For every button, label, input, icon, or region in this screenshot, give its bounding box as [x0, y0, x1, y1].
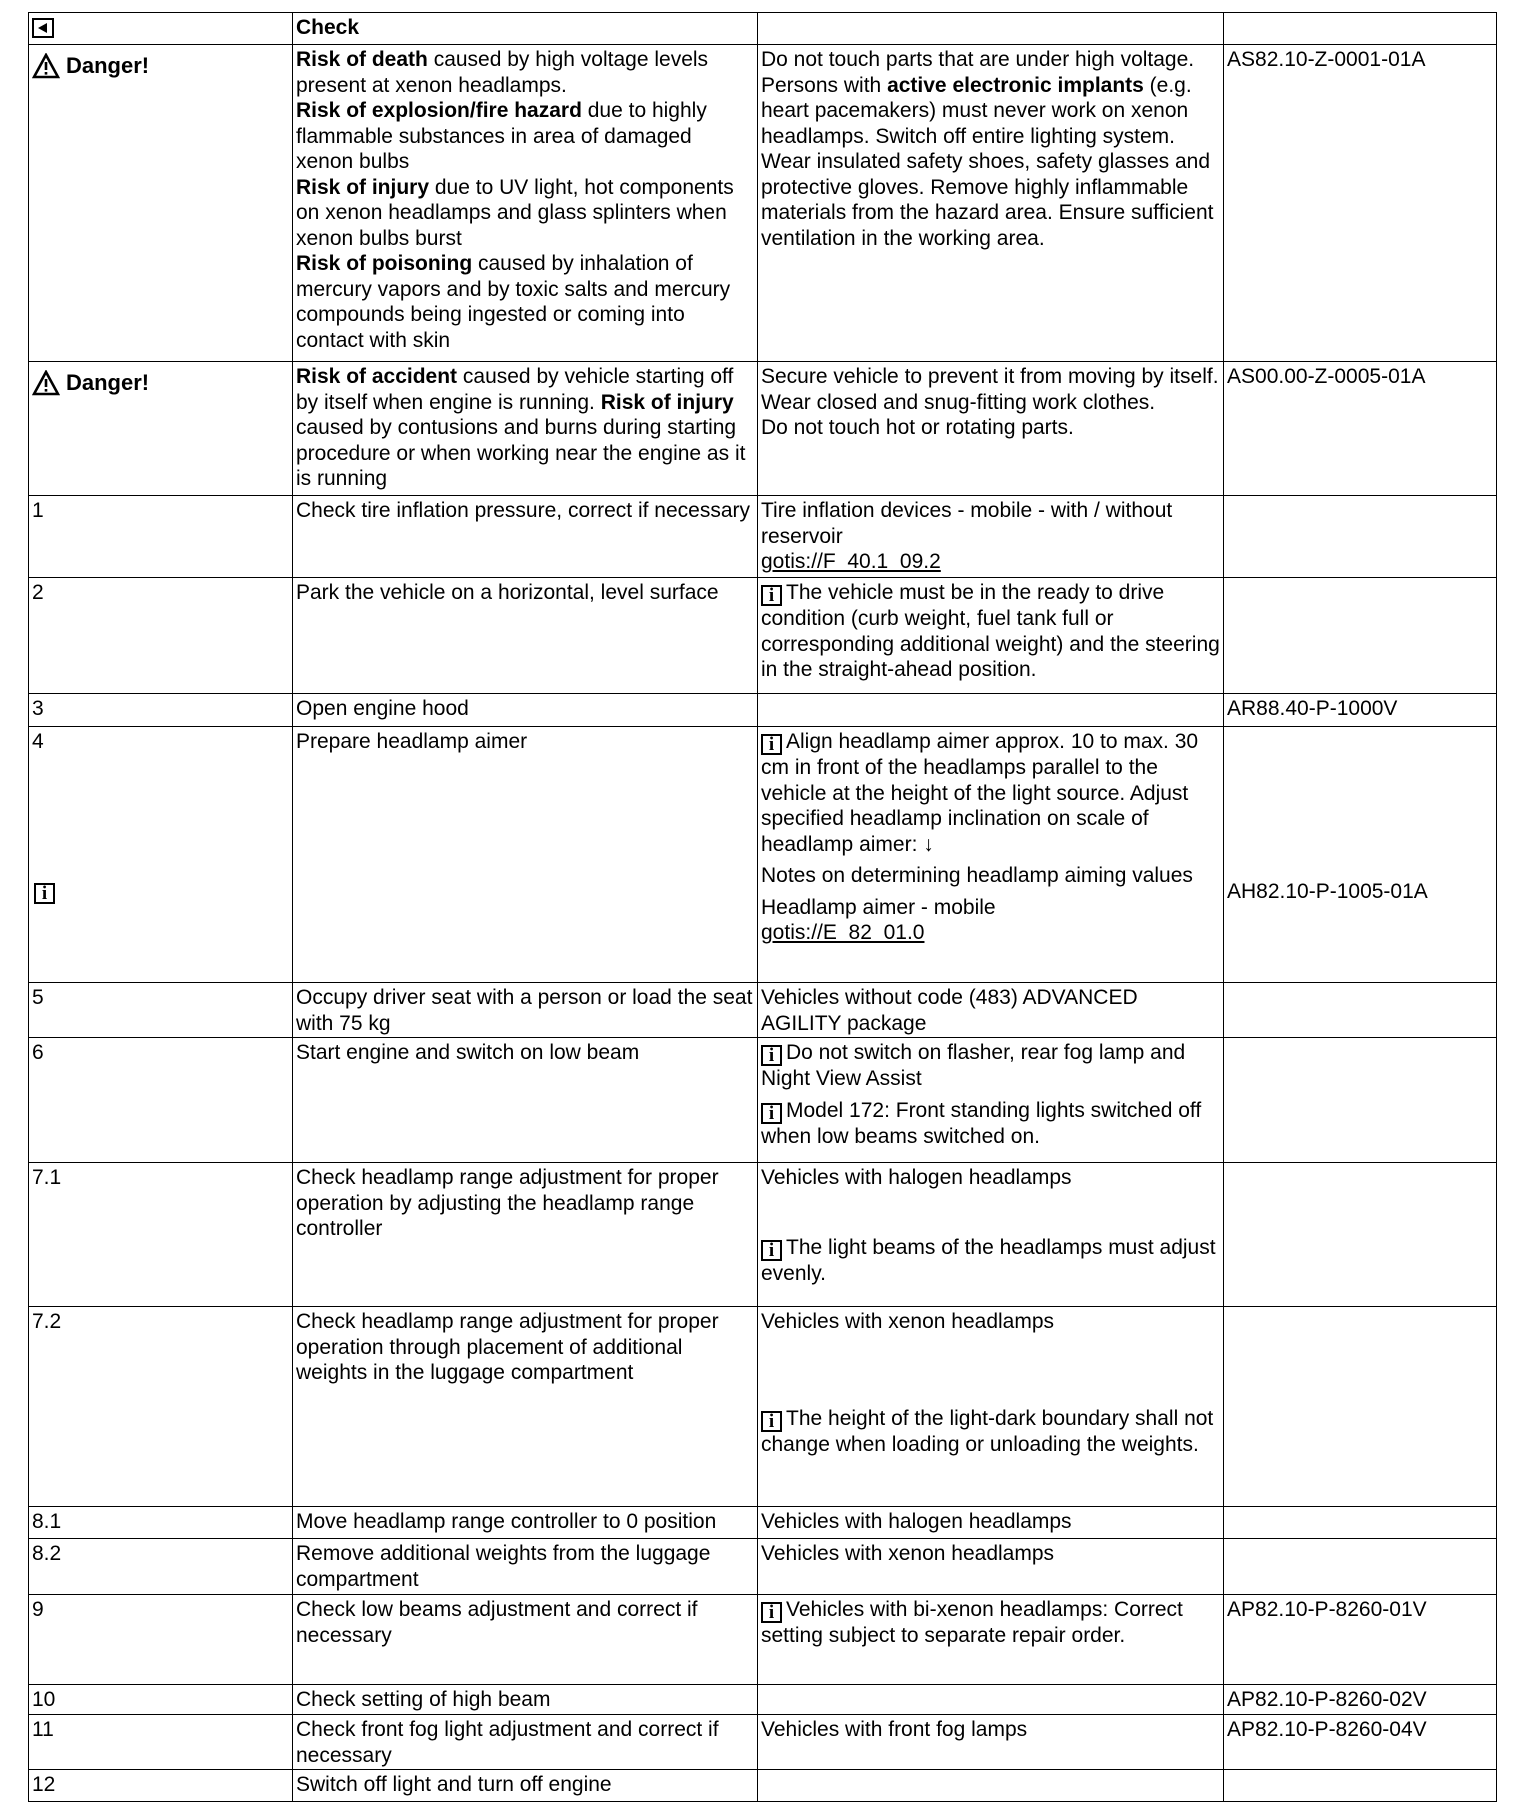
danger1-ref[interactable]: AS82.10-Z-0001-01A — [1224, 45, 1497, 362]
table-cell: Vehicles with halogen headlamps i The light beams of the headlamps must adjust evenly. — [758, 1163, 1224, 1307]
table-cell: Vehicles with xenon headlamps — [758, 1539, 1224, 1595]
table-cell: Vehicles with halogen headlamps — [758, 1507, 1224, 1539]
info-icon: i — [34, 883, 55, 904]
table-cell: Open engine hood — [293, 694, 758, 727]
table-cell: Check low beams adjustment and correct if necessary — [293, 1595, 758, 1685]
table-cell: 6 — [29, 1038, 293, 1163]
danger-label: Danger! — [66, 370, 150, 396]
table-cell: Switch off light and turn off engine — [293, 1770, 758, 1802]
table-cell: AH82.10-P-1005-01A — [1224, 727, 1497, 983]
table-cell: Remove additional weights from the luggage compartment — [293, 1539, 758, 1595]
table-cell: Check front fog light adjustment and correct if necessary — [293, 1715, 758, 1770]
table-cell — [1224, 1163, 1497, 1307]
table-cell: Check headlamp range adjustment for proper operation through placement of additional weights in the luggage compartment — [293, 1307, 758, 1507]
table-cell: Check headlamp range adjustment for proper operation by adjusting the headlamp range controller — [293, 1163, 758, 1307]
table-cell: 12 — [29, 1770, 293, 1802]
step-row-1 — [29, 496, 1497, 578]
danger-label: Danger! — [66, 53, 150, 79]
warning-triangle-icon — [32, 53, 60, 79]
table-cell: Prepare headlamp aimer — [293, 727, 758, 983]
table-cell[interactable]: AP82.10-P-8260-02V — [1224, 1685, 1497, 1715]
warning-triangle-icon — [32, 370, 60, 396]
table-cell: 9 — [29, 1595, 293, 1685]
danger-row-2 — [29, 362, 1497, 496]
info-icon: i — [761, 1602, 782, 1623]
step-row-5 — [29, 983, 1497, 1038]
table-cell — [758, 1685, 1224, 1715]
table-cell — [29, 13, 293, 45]
danger2-risks: Risk of accident caused by vehicle starting off by itself when engine is running. Risk of injury caused by contusions and burns during starting procedure or when working near the engine as it is running — [293, 362, 758, 496]
table-cell: Check setting of high beam — [293, 1685, 758, 1715]
back-arrow-icon[interactable] — [32, 18, 54, 38]
danger1-actions: Do not touch parts that are under high voltage. Persons with active electronic implants (e.g. heart pacemakers) must never work on xenon headlamps. Switch off entire lighting system. Wear insulated safety shoes, safety glasses and protective gloves. Remove highly inflammable materials from the hazard area. Ensure sufficient ventilation in the working area. — [758, 45, 1224, 362]
table-cell — [293, 13, 758, 45]
table-cell — [29, 362, 293, 496]
gotis-link[interactable]: gotis://E_82_01.0 — [761, 921, 925, 944]
table-cell: 10 — [29, 1685, 293, 1715]
step-row-2 — [29, 578, 1497, 694]
table-cell[interactable]: AR88.40-P-1000V — [1224, 694, 1497, 727]
table-cell: i Align headlamp aimer approx. 10 to max. 30 cm in front of the headlamps parallel to the vehicle at the height of the light source. Adjust specified headlamp inclination on scale of headlamp aimer: ↓ Notes on determining headlamp aiming values Headlamp aimer - mobile gotis://E_82_01.0 — [758, 727, 1224, 983]
table-cell: Vehicles with front fog lamps — [758, 1715, 1224, 1770]
step-row-7-1 — [29, 1163, 1497, 1307]
table-cell: 1 — [29, 496, 293, 578]
table-cell: i Vehicles with bi-xenon headlamps: Correct setting subject to separate repair order. — [758, 1595, 1224, 1685]
table-cell: 4 i — [29, 727, 293, 983]
step-row-6 — [29, 1038, 1497, 1163]
danger1-risks: Risk of death caused by high voltage levels present at xenon headlamps. Risk of explosion/fire hazard due to highly flammable substances in area of damaged xenon bulbs Risk of injury due to UV light, hot components on xenon headlamps and glass splinters when xenon bulbs burst Risk of poisoning caused by inhalation of mercury vapors and by toxic salts and mercury compounds being ingested or coming into contact with skin — [293, 45, 758, 362]
danger2-ref[interactable]: AS00.00-Z-0005-01A — [1224, 362, 1497, 496]
table-cell — [1224, 1539, 1497, 1595]
work-instructions-table — [28, 12, 1497, 1802]
step-row-8-1 — [29, 1507, 1497, 1539]
table-cell: Move headlamp range controller to 0 position — [293, 1507, 758, 1539]
step-row-8-2 — [29, 1539, 1497, 1595]
step-row-12 — [29, 1770, 1497, 1802]
table-cell: Tire inflation devices - mobile - with / without reservoir gotis://F_40.1_09.2 — [758, 496, 1224, 578]
table-cell: Occupy driver seat with a person or load the seat with 75 kg — [293, 983, 758, 1038]
gotis-link[interactable]: gotis://F_40.1_09.2 — [761, 550, 941, 573]
info-icon: i — [761, 1045, 782, 1066]
step-row-7-2 — [29, 1307, 1497, 1507]
table-cell — [1224, 983, 1497, 1038]
table-cell — [29, 45, 293, 362]
table-cell: i The vehicle must be in the ready to drive condition (curb weight, fuel tank full or corresponding additional weight) and the steering in the straight-ahead position. — [758, 578, 1224, 694]
table-cell: Vehicles without code (483) ADVANCED AGILITY package — [758, 983, 1224, 1038]
table-cell[interactable]: AP82.10-P-8260-04V — [1224, 1715, 1497, 1770]
table-cell: Start engine and switch on low beam — [293, 1038, 758, 1163]
danger2-actions: Secure vehicle to prevent it from moving by itself. Wear closed and snug-fitting work clothes. Do not touch hot or rotating parts. — [758, 362, 1224, 496]
table-cell: 7.1 — [29, 1163, 293, 1307]
table-cell: 5 — [29, 983, 293, 1038]
table-cell — [1224, 1038, 1497, 1163]
step-row-11 — [29, 1715, 1497, 1770]
info-icon: i — [761, 1411, 782, 1432]
table-cell — [1224, 496, 1497, 578]
table-cell — [1224, 13, 1497, 45]
table-cell: 7.2 — [29, 1307, 293, 1507]
table-cell: 3 — [29, 694, 293, 727]
table-cell — [758, 694, 1224, 727]
info-icon: i — [761, 1103, 782, 1124]
info-icon: i — [761, 1240, 782, 1261]
table-cell: 2 — [29, 578, 293, 694]
table-cell: 11 — [29, 1715, 293, 1770]
step-row-9 — [29, 1595, 1497, 1685]
info-icon: i — [761, 734, 782, 755]
table-cell: i Do not switch on flasher, rear fog lamp and Night View Assist i Model 172: Front standing lights switched off when low beams switched on. — [758, 1038, 1224, 1163]
table-cell — [1224, 1307, 1497, 1507]
step-row-10 — [29, 1685, 1497, 1715]
table-cell — [1224, 578, 1497, 694]
step-row-3 — [29, 694, 1497, 727]
table-cell: Vehicles with xenon headlamps i The height of the light-dark boundary shall not change when loading or unloading the weights. — [758, 1307, 1224, 1507]
table-cell[interactable]: AP82.10-P-8260-01V — [1224, 1595, 1497, 1685]
table-cell: Check tire inflation pressure, correct if necessary — [293, 496, 758, 578]
header-row — [29, 13, 1497, 45]
table-cell: 8.2 — [29, 1539, 293, 1595]
table-cell — [1224, 1770, 1497, 1802]
table-cell: 8.1 — [29, 1507, 293, 1539]
table-cell — [758, 13, 1224, 45]
info-icon: i — [761, 585, 782, 606]
danger-row-1 — [29, 45, 1497, 362]
header-check: Check — [296, 16, 360, 39]
table-cell: Park the vehicle on a horizontal, level surface — [293, 578, 758, 694]
table-cell — [1224, 1507, 1497, 1539]
table-cell — [758, 1770, 1224, 1802]
step-row-4 — [29, 727, 1497, 983]
